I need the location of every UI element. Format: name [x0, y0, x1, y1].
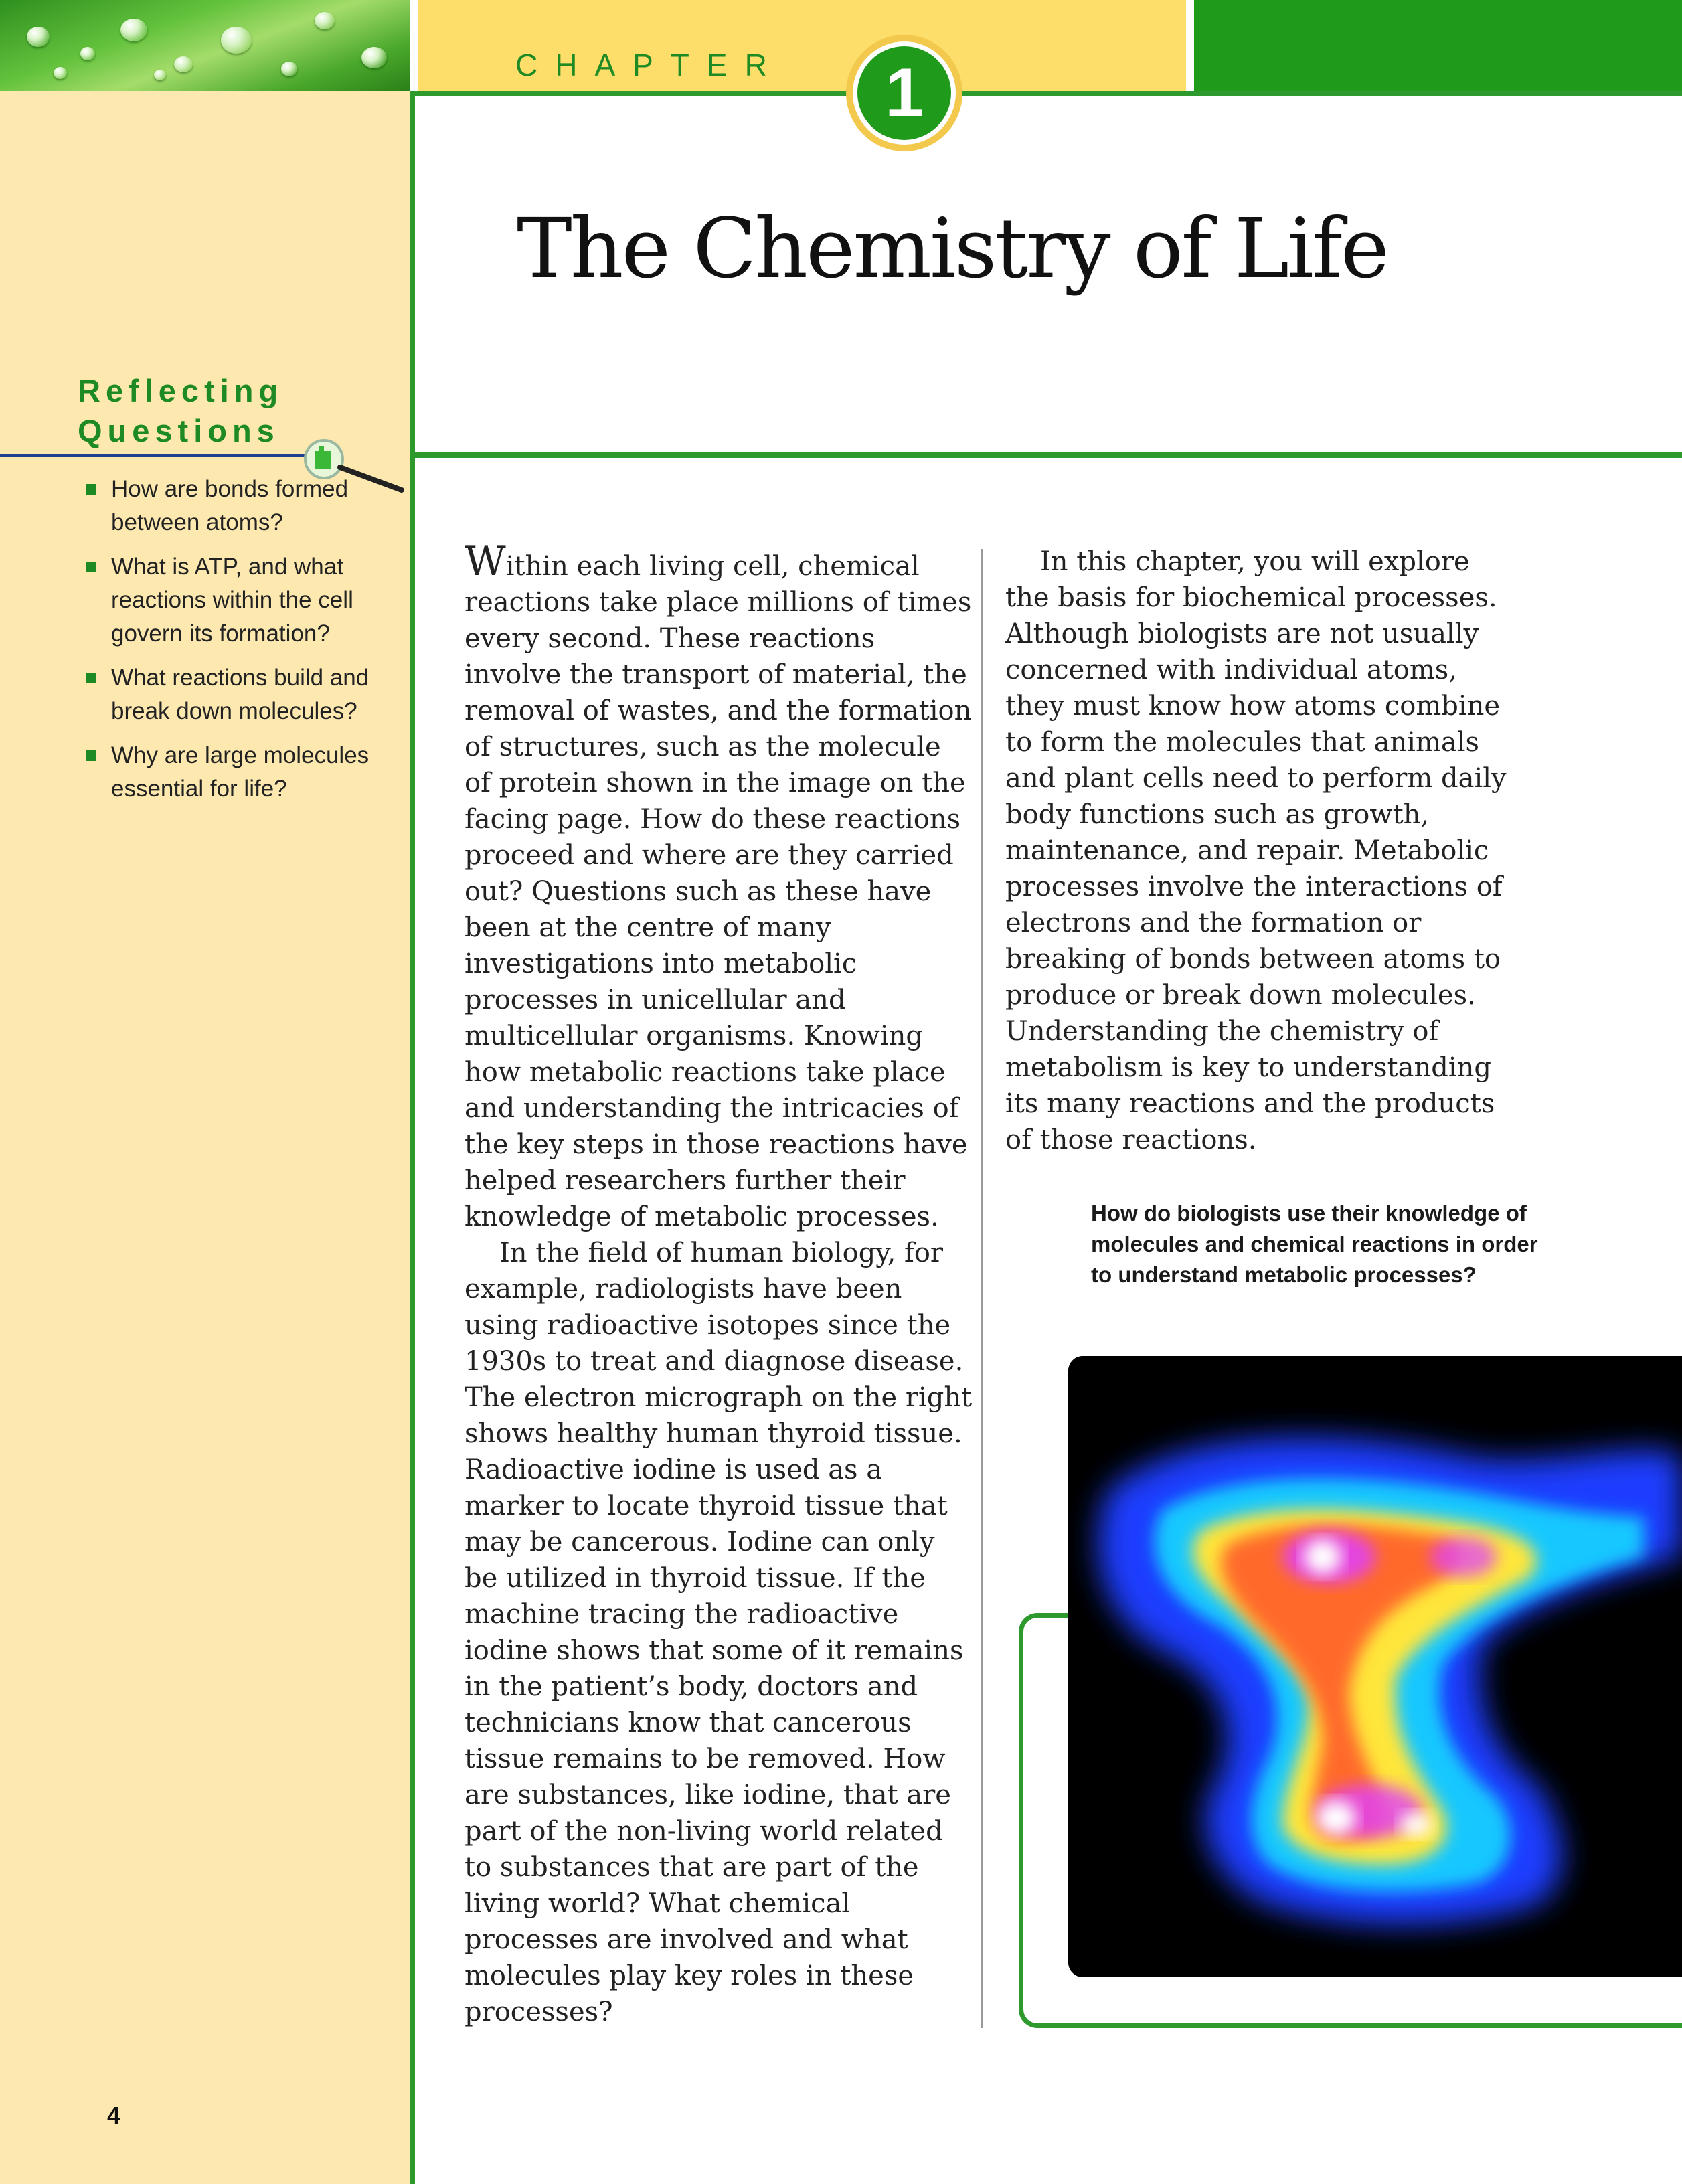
question-text: What reactions build and break down molecules?	[111, 665, 369, 724]
bullet-icon	[86, 673, 96, 683]
reflecting-questions-heading	[78, 371, 283, 451]
chapter-number: 1	[857, 46, 951, 140]
chapter-label: CHAPTER	[515, 48, 784, 82]
column-divider	[981, 549, 983, 2028]
bullet-icon	[86, 562, 96, 572]
body-column-right	[1005, 543, 1514, 1158]
callout-question: How do biologists use their knowledge of molecules and chemical reactions in order to understand metabolic processes?	[1091, 1201, 1538, 1287]
body-paragraph	[465, 538, 973, 1235]
bullet-icon	[86, 484, 96, 495]
list-item	[86, 661, 394, 728]
sidebar-divider	[410, 91, 415, 2184]
chapter-title: The Chemistry of Life	[517, 201, 1388, 297]
body-column-left	[465, 538, 973, 2030]
body-paragraph: In the field of human biology, for example, radiologists have been using radioactive isotopes since the 1930s to treat and diagnose disease. The electron micrograph on the right shows healthy human thyroid tissue. Radioactive iodine is used as a marker to locate thyroid tissue that may be cancerous. Iodine can only be utilized in thyroid tissue. If the machine tracing the radioactive iodine shows that some of it remains in the patient’s body, doctors and technicians know that cancerous tissue remains to be removed. How are substances, like iodine, that are part of the non-living world related to substances that are part of the living world? What chemical processes are involved and what molecules play key roles in these processes?	[465, 1238, 973, 2027]
drop-cap: W	[465, 538, 506, 585]
reflecting-questions-list	[86, 473, 394, 817]
question-text: How are bonds formed between atoms?	[111, 476, 349, 535]
list-item	[86, 739, 394, 806]
green-band	[1194, 0, 1682, 91]
heading-underline	[0, 454, 321, 457]
list-item	[86, 473, 394, 539]
bullet-icon	[86, 750, 96, 761]
heading-line-1: Reflecting	[78, 373, 284, 408]
question-text: What is ATP, and what reactions within the cell govern its formation?	[111, 554, 353, 647]
chapter-number-badge	[846, 35, 962, 151]
list-item	[86, 550, 394, 651]
thyroid-scan-image	[1068, 1356, 1682, 1977]
thyroid-scan-graphic	[1068, 1356, 1682, 1977]
question-text: Why are large molecules essential for life?	[111, 742, 369, 802]
band-underline	[415, 91, 1682, 96]
heading-line-2: Questions	[78, 413, 280, 448]
leaf-banner-image	[0, 0, 410, 91]
title-divider	[415, 452, 1682, 458]
paragraph-text: ithin each living cell, chemical reactions take place millions of times every second. These reactions involve the transport of material, the removal of wastes, and the formation of structures, such as the molecule of protein shown in the image on the facing page. How do these reactions proceed and where are they carried out? Questions such as these have been at the centre of many investigations into metabolic processes in unicellular and multicellular organisms. Knowing how metabolic reactions take place and understanding the intricacies of the key steps in those reactions have helped researchers further their knowledge of metabolic processes.	[465, 551, 972, 1232]
page-number: 4	[107, 2102, 121, 2129]
body-paragraph: In this chapter, you will explore the basis for biochemical processes. Although biologists are not usually concerned with individual atoms, they must know how atoms combine to form the molecules that animals and plant cells need to perform daily body functions such as growth, maintenance, and repair. Metabolic processes involve the interactions of electrons and the formation or breaking of bonds between atoms to produce or break down molecules. Understanding the chemistry of metabolism is key to understanding its many reactions and the products of those reactions.	[1005, 546, 1507, 1155]
